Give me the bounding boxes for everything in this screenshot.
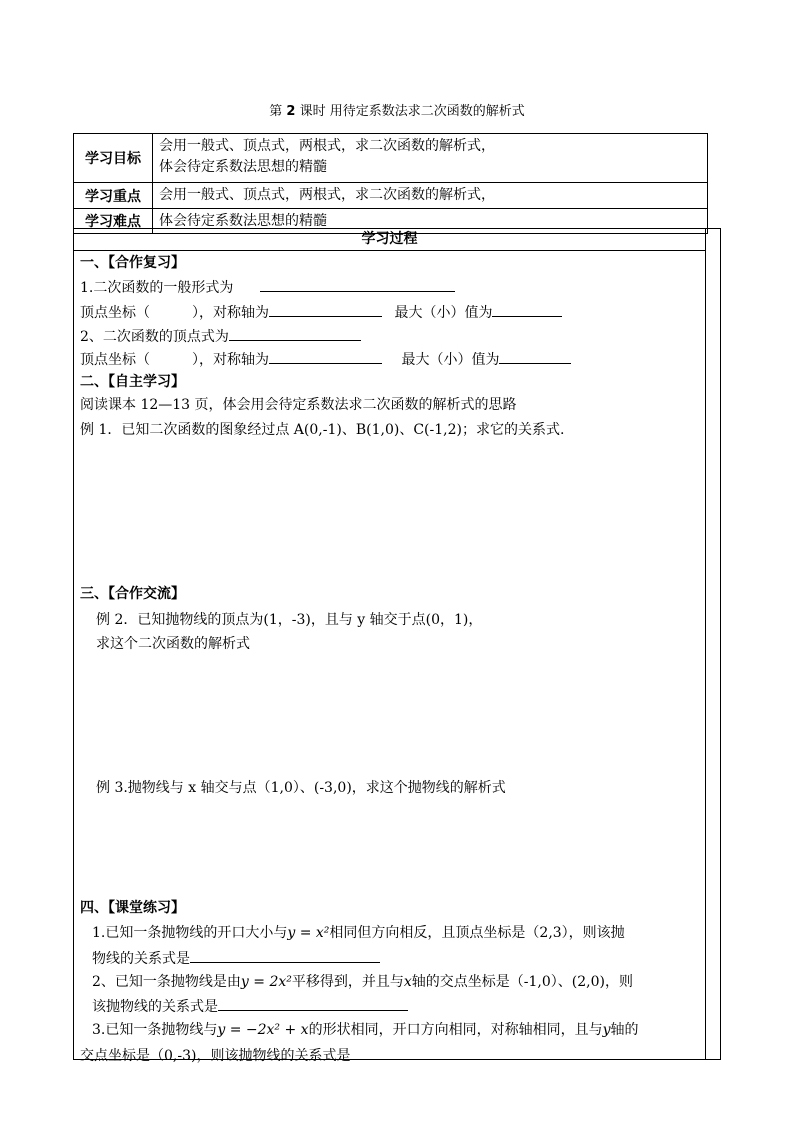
review-line-2: 顶点坐标（ ），对称轴为 最大（小）值为 [80, 301, 562, 323]
inner-divider [705, 229, 706, 1060]
answer-blank[interactable] [260, 276, 455, 292]
key-text: 会用一般式、顶点式，两根式，求二次函数的解析式， [159, 187, 495, 203]
review-line-1: 1.二次函数的一般形式为 [80, 276, 455, 298]
answer-blank[interactable] [190, 947, 380, 963]
practice-3-line-1: 3.已知一条抛物线与y = −2x² + x的形状相同，开口方向相同，对称轴相同，且与y轴的 [92, 1022, 639, 1038]
example-3: 例 3.抛物线与 x 轴交与点（1,0）、(-3,0)，求这个抛物线的解析式 [96, 780, 506, 796]
key-row [74, 182, 707, 208]
example-2-line-1: 例 2．已知抛物线的顶点为(1，-3)，且与 y 轴交于点(0，1)， [96, 612, 483, 628]
process-box [73, 228, 721, 1064]
answer-blank[interactable] [229, 325, 361, 341]
section-practice: 四、【课堂练习】 [80, 900, 185, 916]
example-2-line-2: 求这个二次函数的解析式 [96, 636, 250, 652]
practice-3-line-2: 交点坐标是（0,-3)，则该抛物线的关系式是 [80, 1044, 555, 1066]
answer-blank[interactable] [218, 995, 408, 1011]
goal-label: 学习目标 [74, 134, 153, 182]
objectives-table [73, 133, 708, 234]
process-title: 学习过程 [74, 229, 705, 251]
answer-blank[interactable] [492, 301, 562, 317]
section-self-study: 二、【自主学习】 [80, 374, 185, 390]
answer-blank[interactable] [269, 301, 382, 317]
difficulty-label: 学习难点 [74, 209, 153, 233]
review-line-3: 2、二次函数的顶点式为 [80, 325, 361, 347]
section-review: 一、【合作复习】 [80, 255, 185, 271]
answer-blank[interactable] [499, 348, 571, 364]
review-line-4: 顶点坐标（ ），对称轴为 最大（小）值为 [80, 348, 571, 370]
self-study-line-1: 阅读课本 12—13 页，体会用会待定系数法求二次函数的解析式的思路 [80, 397, 517, 413]
practice-1-line-1: 1.已知一条抛物线的开口大小与y = x²相同但方向相反，且顶点坐标是（2,3），则该抛 [92, 925, 625, 941]
example-1: 例 1．已知二次函数的图象经过点 A(0,-1)、B(1,0)、C(-1,2)；求它的关系式. [80, 422, 565, 438]
difficulty-text: 体会待定系数法思想的精髓 [159, 212, 327, 229]
goal-text: 会用一般式、顶点式，两根式，求二次函数的解析式， 体会待定系数法思想的精髓 [159, 138, 495, 175]
key-label: 学习重点 [74, 183, 153, 208]
section-exchange: 三、【合作交流】 [80, 586, 185, 602]
practice-2-line-2: 该抛物线的关系式是 [92, 995, 408, 1017]
answer-blank[interactable] [350, 1044, 555, 1060]
practice-2-line-1: 2、已知一条抛物线是由y = 2x²平移得到，并且与x轴的交点坐标是（-1,0）、(2,0)，则 [92, 974, 633, 990]
practice-1-line-2: 物线的关系式是 [92, 947, 380, 969]
page-title: 第 2 课时 用待定系数法求二次函数的解析式 [269, 104, 525, 119]
answer-blank[interactable] [269, 348, 382, 364]
goal-row [74, 134, 707, 182]
